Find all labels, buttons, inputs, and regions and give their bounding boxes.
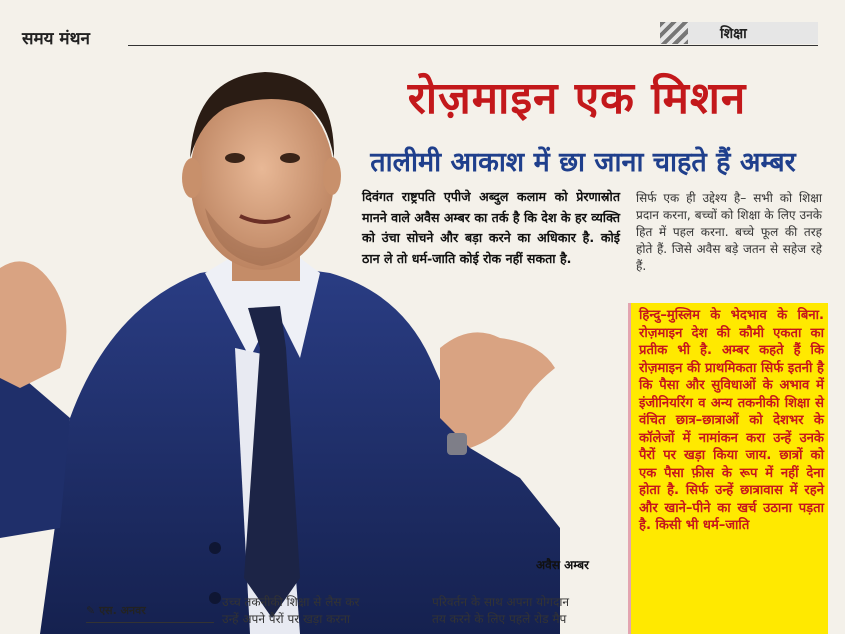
bottom-column-1 bbox=[222, 594, 422, 628]
byline-name: एस. अनवर bbox=[99, 604, 146, 617]
byline bbox=[86, 603, 146, 618]
bottom-column-2 bbox=[432, 594, 622, 628]
photo-caption: अवैस अम्बर bbox=[536, 558, 589, 572]
headline: रोज़माइन एक मिशन bbox=[407, 73, 747, 124]
bottom-col-1-line: उन्हें अपने पैरों पर खड़ा करना bbox=[222, 612, 351, 626]
bottom-col-2-line: तय करने के लिए पहले रोड मैप bbox=[432, 612, 567, 626]
section-stripe bbox=[660, 22, 688, 44]
pen-icon: ✎ bbox=[86, 604, 96, 617]
bottom-col-1-line: उच्च तकनीकी शिक्षा से लैस कर bbox=[222, 595, 360, 609]
bottom-col-2-line: परिवर्तन के साथ अपना योगदान bbox=[432, 595, 570, 609]
subheadline: तालीमी आकाश में छा जाना चाहते हैं अम्बर bbox=[370, 147, 796, 178]
masthead: समय मंथन bbox=[22, 29, 90, 49]
right-column-text: सिर्फ एक ही उद्देश्य है– सभी को शिक्षा प्रदान करना, बच्चों को शिक्षा के लिए उनके हित में पहल करना. बच्चे फूल की तरह होते हैं. जिसे अवैस बड़े जतन से सहेज रहे हैं. bbox=[636, 191, 822, 273]
section-label: शिक्षा bbox=[720, 26, 747, 42]
intro-paragraph: दिवंगत राष्ट्रपति एपीजे अब्दुल कलाम को प्रेरणास्रोत मानने वाले अवैस अम्बर का तर्क है कि देश के हर व्यक्ति को उंचा सोचने और बड़ा करने का अधिकार है. कोई ठान ले तो धर्म-जाति कोई रोक नहीं सकता है. bbox=[362, 189, 620, 266]
header-rule bbox=[128, 45, 818, 46]
byline-rule bbox=[86, 622, 214, 623]
highlight-box bbox=[628, 303, 828, 634]
highlight-text: हिन्दु–मुस्लिम के भेदभाव के बिना. रोज़माइन देश की कौमी एकता का प्रतीक भी है. अम्बर कहते हैं कि रोज़माइन की प्राथमिकता सिर्फ इतनी है कि पैसा और सुविधाओं के अभाव में इंजीनियरिंग व अन्य तकनीकी शिक्षा से वंचित छात्र–छात्राओं को देशभर के कॉलेजों में नामांकन करा उन्हें उनके पैरों पर खड़ा किया जाय. छात्रों को एक पैसा फ़ीस के रूप में नहीं देना होता है. सिर्फ उन्हें छात्रावास में रहने और खाने–पीने का खर्च उठाना पड़ता है. किसी भी धर्म–जाति bbox=[639, 308, 824, 533]
